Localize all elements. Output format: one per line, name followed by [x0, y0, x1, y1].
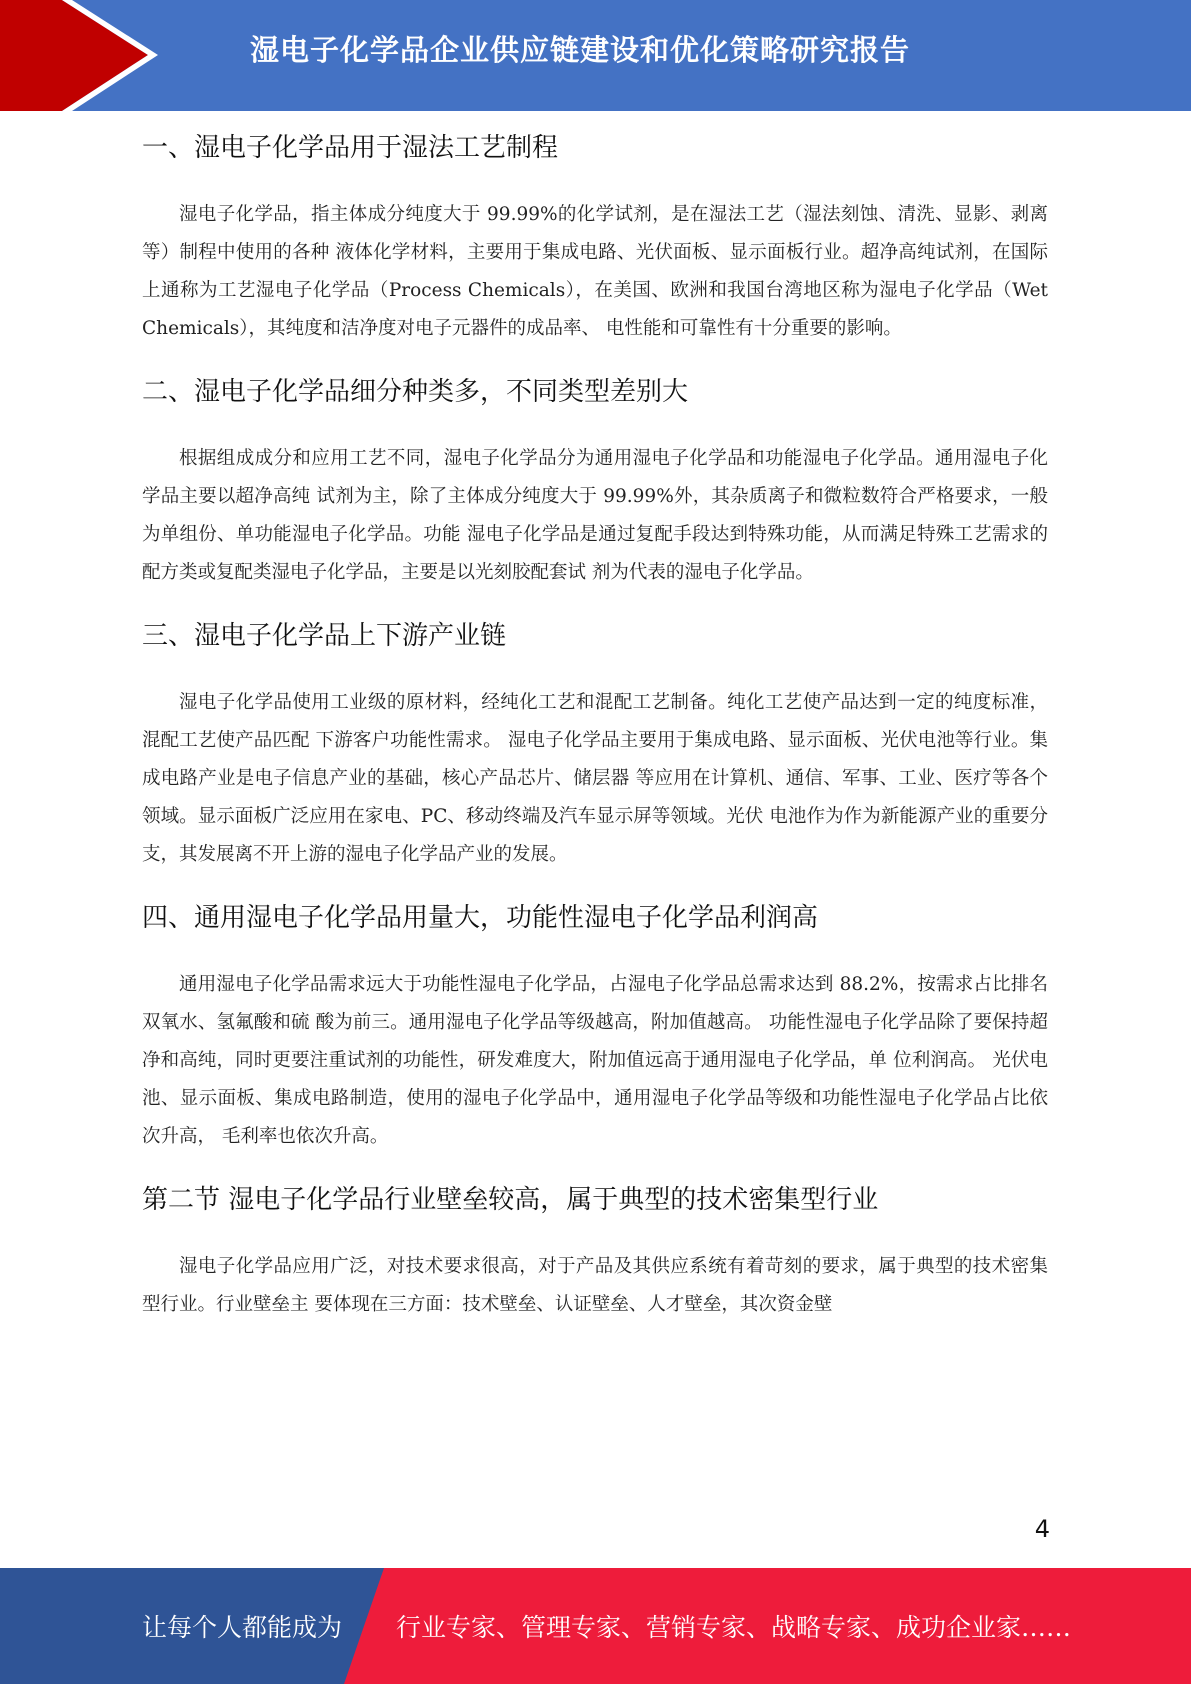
section-heading-3: 三、湿电子化学品上下游产业链 [142, 621, 507, 651]
section-paragraph-5: 湿电子化学品应用广泛，对技术要求很高，对于产品及其供应系统有着苛刻的要求，属于典型的技术密集型行业。行业壁垒主 要体现在三方面：技术壁垒、认证壁垒、人才壁垒，其次资金壁 [142, 1256, 1048, 1315]
section-paragraph-2: 根据组成成分和应用工艺不同，湿电子化学品分为通用湿电子化学品和功能湿电子化学品。通用湿电子化学品主要以超净高纯 试剂为主，除了主体成分纯度大于 99.99%外，其杂质离子和微粒数符合严格要求，一般为单组份、单功能湿电子化学品。功能 湿电子化学品是通过复配手段达到特殊功能，从而满足特殊工艺需求的配方类或复配类湿电子化学品，主要是以光刻胶配套试 剂为代表的湿电子化学品。 [142, 448, 1048, 583]
section-paragraph-4: 通用湿电子化学品需求远大于功能性湿电子化学品，占湿电子化学品总需求达到 88.2%，按需求占比排名双氧水、氢氟酸和硫 酸为前三。通用湿电子化学品等级越高，附加值越高。 功能性湿电子化学品除了要保持超净和高纯，同时更要注重试剂的功能性，研发难度大，附加值远高于通用湿电子化学品，单 位利润高。 光伏电池、显示面板、集成电路制造，使用的湿电子化学品中，通用湿电子化学品等级和功能性湿电子化学品占比依次升高， 毛利率也依次升高。 [142, 974, 1048, 1147]
page-footer [0, 1568, 1191, 1684]
section-heading-1: 一、湿电子化学品用于湿法工艺制程 [142, 133, 559, 163]
report-title: 湿电子化学品企业供应链建设和优化策略研究报告 [250, 33, 911, 67]
section-heading-2: 二、湿电子化学品细分种类多，不同类型差别大 [142, 377, 689, 407]
footer-slogan-left: 让每个人都能成为 [142, 1613, 343, 1642]
document-body [142, 126, 1048, 1346]
footer-slogan-right: 行业专家、管理专家、营销专家、战略专家、成功企业家…… [396, 1613, 1072, 1642]
section-heading-5: 第二节 湿电子化学品行业壁垒较高，属于典型的技术密集型行业 [142, 1185, 879, 1215]
section-heading-4: 四、通用湿电子化学品用量大，功能性湿电子化学品利润高 [142, 903, 819, 933]
section-paragraph-3: 湿电子化学品使用工业级的原材料，经纯化工艺和混配工艺制备。纯化工艺使产品达到一定的纯度标准，混配工艺使产品匹配 下游客户功能性需求。 湿电子化学品主要用于集成电路、显示面板、光伏电池等行业。集成电路产业是电子信息产业的基础，核心产品芯片、储层器 等应用在计算机、通信、军事、工业、医疗等各个领域。显示面板广泛应用在家电、PC、移动终端及汽车显示屏等领域。光伏 电池作为作为新能源产业的重要分支，其发展离不开上游的湿电子化学品产业的发展。 [142, 692, 1048, 865]
page-number: 4 [1034, 1515, 1050, 1543]
page-header [0, 0, 1191, 111]
section-paragraph-1: 湿电子化学品，指主体成分纯度大于 99.99%的化学试剂，是在湿法工艺（湿法刻蚀、清洗、显影、剥离等）制程中使用的各种 液体化学材料，主要用于集成电路、光伏面板、显示面板行业。超净高纯试剂，在国际上通称为工艺湿电子化学品（Process Chemicals），在美国、欧洲和我国台湾地区称为湿电子化学品（Wet Chemicals），其纯度和洁净度对电子元器件的成品率、 电性能和可靠性有十分重要的影响。 [142, 204, 1048, 339]
